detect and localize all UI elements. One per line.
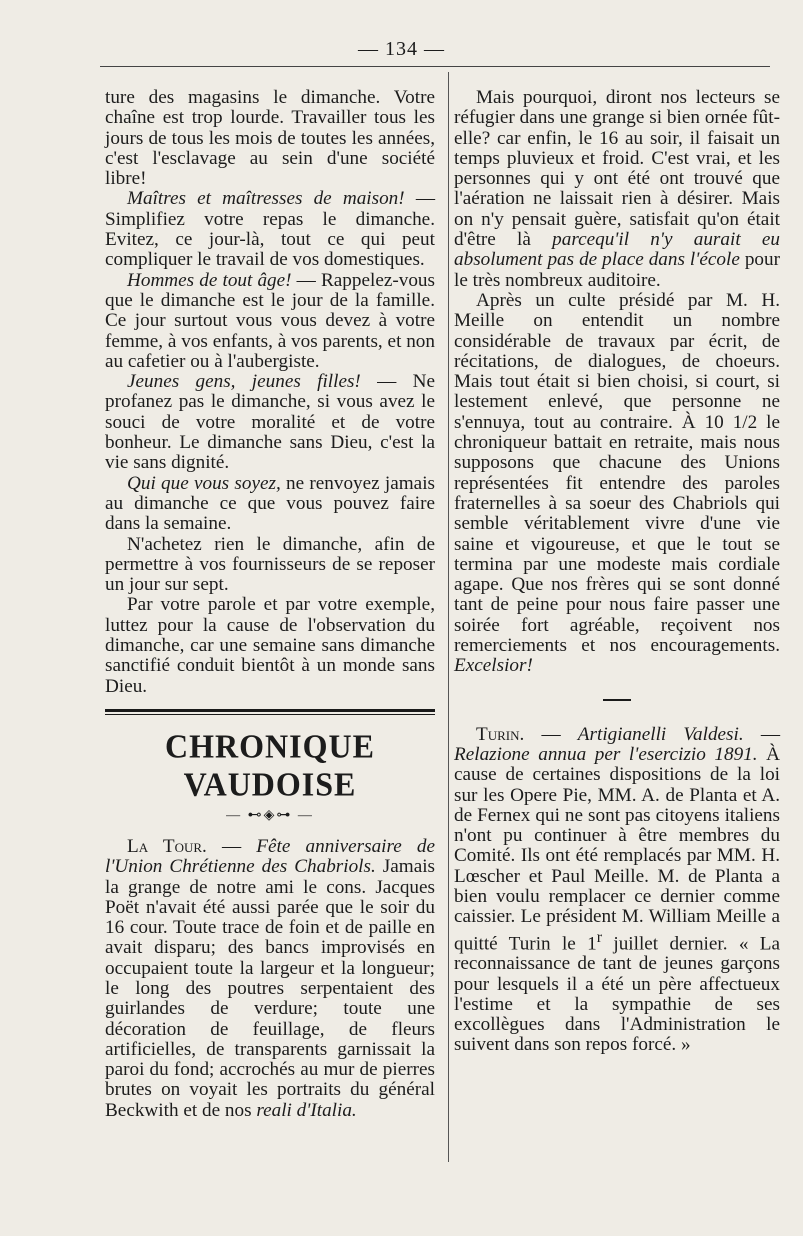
lead-in-whoever: Qui que vous soyez, bbox=[127, 472, 281, 494]
section-rule bbox=[105, 709, 435, 715]
lead-in-youth: Jeunes gens, jeunes filles! bbox=[127, 371, 361, 393]
page-number: — 134 — bbox=[358, 38, 445, 60]
ornament-divider: — ⊷◈⊶ — bbox=[226, 807, 314, 823]
article-title-la-tour: Fête anniversaire de l'Union Chrétienne des Chabriols. bbox=[105, 835, 436, 878]
place-turin: Turin. bbox=[476, 723, 525, 745]
paragraph-youth-text: — Ne profanez pas le dimanche, si vous avez le souci de votre moralité et de votre bonheur. Le dimanche sans Dieu, c'est la vie sans dignité. bbox=[105, 371, 436, 474]
article-text-la-tour: Jamais la grange de notre ami le cons. Jacques Poët n'avait été aussi parée que le soir du 16 cour. Toute trace de foin et de paille en avait disparu; des bancs improvisés en occupaient toute la largeur et la longueur; le long des poutres serpentaient des guirlandes de verdure; toute une décoration de feuillage, de fleurs artificielles, de transparents garnissait la paroi du fond; accrochés au mur de pierres brutes on voyait les portraits du général Beckwith et de nos bbox=[105, 856, 436, 1121]
paragraph-whoever bbox=[105, 474, 435, 535]
paragraph-intro: ture des magasins le dimanche. Votre chaîne est trop lourde. Travailler tous les jours de tous les mois de toutes les années, c'est l'esclavage au sein d'une société libre! bbox=[105, 87, 435, 190]
header-rule bbox=[100, 66, 770, 67]
paragraph-culte bbox=[454, 291, 780, 677]
paragraph-culte-text: Après un culte présidé par M. H. Meille on entendit un nombre considérable de travaux par écrit, de récitations, de dialogues, de choeurs. Mais tout était si bien choisi, si court, si lestement enlevé, que personne ne s'ennuya, tout au contraire. À 10 1/2 le chroniqueur battait en retraite, mais nous supposons que chacune des Unions représentées fit entendre des paroles fraternelles à sa soeur des Chabriols qui semble véritablement vivre d'une vie saine et vigoureuse, et que le tout se termina par une modeste mais cordiale agape. Que nos frères qui se sont donné tant de peine pour nous faire passer une soirée fort agréable, reçoivent nos remerciements et nos encouragements. bbox=[454, 289, 780, 657]
paragraph-youth bbox=[105, 372, 435, 473]
paragraph-shopping: N'achetez rien le dimanche, afin de permettre à vos fournisseurs de se reposer un jour sur sept. bbox=[105, 533, 435, 596]
article-la-tour bbox=[105, 837, 435, 1121]
dash: — bbox=[541, 723, 561, 745]
paragraph-masters bbox=[105, 189, 435, 270]
paragraph-grange-emphasis: parcequ'il n'y aurait eu absolument pas de place dans l'école bbox=[454, 229, 780, 271]
left-column bbox=[105, 88, 435, 1121]
article-turin bbox=[454, 725, 780, 1056]
paragraph-grange-text: Mais pourquoi, diront nos lecteurs se réfugier dans une grange si bien ornée fût-elle? car enfin, le 16 au soir, il faisait un temps pluvieux et froid. C'est vrai, et les personnes qui y ont été ont trouvé que l'aération ne laissait rien à désirer. Mais on n'y pensait guère, satisfait qu'on était d'être là bbox=[454, 87, 780, 251]
paragraph-masters-text: — Simplifiez votre repas le dimanche. Evitez, ce jour-là, tout ce qui peut compliquer le travail de vos domestiques. bbox=[105, 188, 436, 271]
article-separator bbox=[603, 699, 631, 701]
article-text-turin-a: À cause de certaines dispositions de la loi sur les Opere Pie, MM. A. de Planta et A. de Fernex qui ne sont pas citoyens italiens n'ont pu continuer à être membres du Comité. Ils ont été remplacés par MM. H. Lœscher et Paul Meille. M. de Planta a bien voulu remplacer ce dernier comme caissier. Le président M. William Meille a quitté Turin le 1 bbox=[454, 743, 781, 954]
section-title: CHRONIQUE VAUDOISE bbox=[165, 727, 375, 803]
dash: — bbox=[221, 835, 242, 857]
paragraph-men bbox=[105, 271, 435, 372]
paragraph-grange bbox=[454, 88, 780, 291]
paragraph-men-text: — Rappelez-vous que le dimanche est le jour de la famille. Ce jour surtout vous vous devez à votre femme, à vos enfants, à vos parents, et non au cafetier ou à l'aubergiste. bbox=[105, 269, 435, 372]
paragraph-grange-tail: pour le très nombreux auditoire. bbox=[454, 249, 780, 291]
article-title-turin: Artigianelli Valdesi. bbox=[577, 723, 744, 745]
lead-in-masters: Maîtres et maîtresses de maison! bbox=[127, 188, 405, 210]
article-tail-la-tour: reali d'Italia. bbox=[256, 1099, 357, 1121]
dash: — bbox=[760, 723, 780, 745]
article-text-turin-b: juillet dernier. « La reconnaissance de tant de jeunes garçons pour lesquels il a été un père affectueux l'estime et la sympathie de ses excollègues dans l'Administration le suivent dans son repos forcé. » bbox=[454, 932, 781, 1056]
article-subtitle-turin: Relazione annua per l'esercizio 1891. bbox=[454, 743, 758, 765]
right-column bbox=[454, 88, 780, 1056]
paragraph-example: Par votre parole et par votre exemple, luttez pour la cause de l'observation du dimanche, car une semaine sans dimanche sanctifié conduit bientôt à un monde sans Dieu. bbox=[105, 594, 435, 697]
place-la-tour: La Tour. bbox=[127, 835, 207, 857]
paragraph-whoever-text: ne renvoyez jamais au dimanche ce que vous pouvez faire dans la semaine. bbox=[105, 472, 435, 535]
paragraph-culte-closing: Excelsior! bbox=[454, 655, 533, 677]
lead-in-men: Hommes de tout âge! bbox=[127, 269, 292, 291]
column-divider bbox=[448, 72, 449, 1162]
superscript-r: r bbox=[596, 928, 603, 946]
